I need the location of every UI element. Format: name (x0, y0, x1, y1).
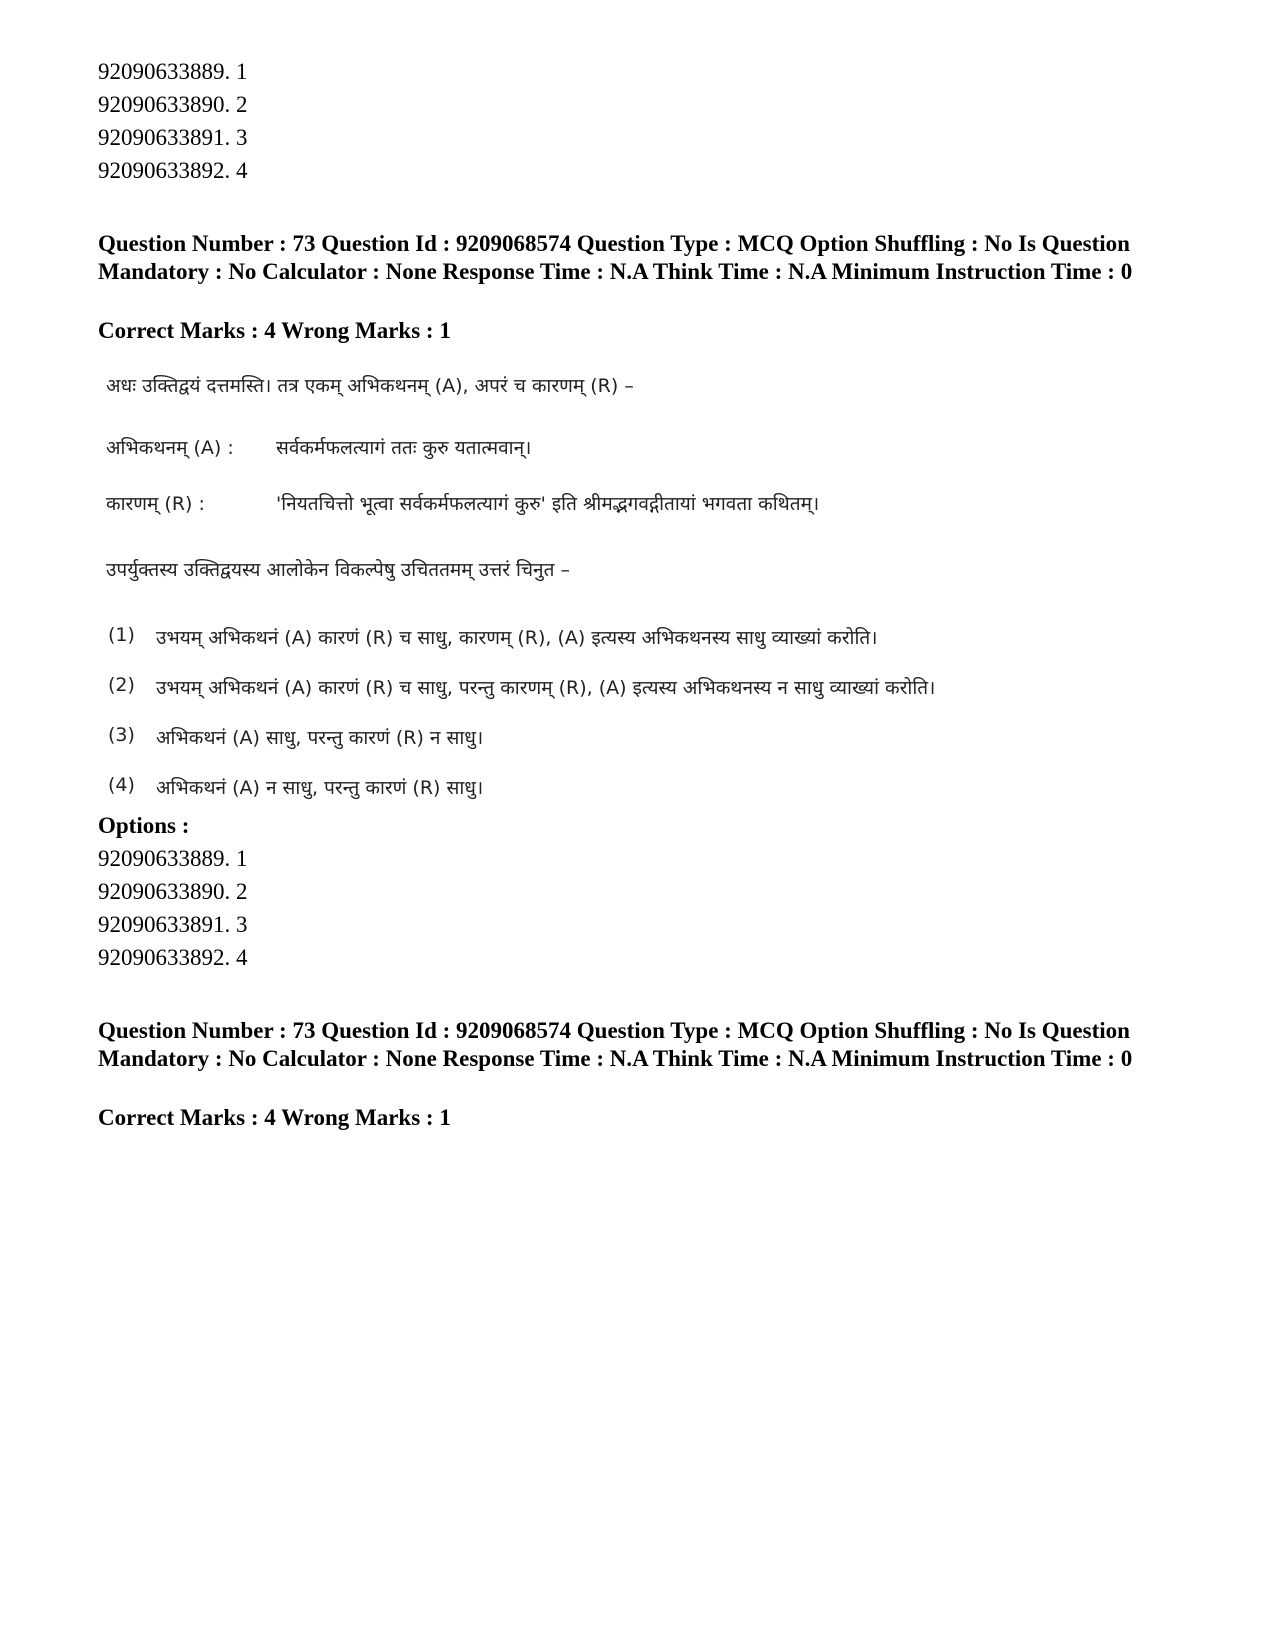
choice-1-number: (1) (108, 624, 135, 646)
reason-text: 'नियतचित्तो भूत्वा सर्वकर्मफलत्यागं कुरु' इति श्रीमद्भगवद्गीतायां भगवता कथितम्। (276, 493, 820, 515)
option-1: 92090633889. 1 (98, 846, 248, 871)
question-prompt: उपर्युक्तस्य उक्तिद्वयस्य आलोकेन विकल्पेषु उचिततमम् उत्तरं चिनुत – (106, 559, 570, 581)
choice-3-number: (3) (108, 724, 135, 746)
options-label: Options : (98, 813, 190, 838)
choice-3-text: अभिकथनं (A) साधु, परन्तु कारणं (R) न साधु। (156, 727, 484, 749)
reason-label: कारणम् (R) : (106, 493, 205, 515)
top-option-2: 92090633890. 2 (98, 92, 248, 117)
top-option-3: 92090633891. 3 (98, 125, 248, 150)
question-body (98, 372, 1198, 842)
question-header: Question Number : 73 Question Id : 9209068574 Question Type : MCQ Option Shuffling : No Is Question Mandatory : No Calculator : None Response Time : N.A Think Time : N.A Minimum Instruction Time : 0 (98, 231, 1133, 284)
top-option-1: 92090633889. 1 (98, 59, 248, 84)
assertion-text: सर्वकर्मफलत्यागं ततः कुरु यतात्मवान्। (276, 437, 532, 459)
choice-1-text: उभयम् अभिकथनं (A) कारणं (R) च साधु, कारणम् (R), (A) इत्यस्य अभिकथनस्य साधु व्याख्यां करोति। (156, 627, 878, 649)
option-3: 92090633891. 3 (98, 912, 248, 937)
option-2: 92090633890. 2 (98, 879, 248, 904)
next-question-header: Question Number : 73 Question Id : 9209068574 Question Type : MCQ Option Shuffling : No Is Question Mandatory : No Calculator : None Response Time : N.A Think Time : N.A Minimum Instruction Time : 0 (98, 1018, 1133, 1071)
question-marks: Correct Marks : 4 Wrong Marks : 1 (98, 318, 451, 343)
assertion-label: अभिकथनम् (A) : (106, 437, 234, 459)
choice-2-text: उभयम् अभिकथनं (A) कारणं (R) च साधु, परन्तु कारणम् (R), (A) इत्यस्य अभिकथनस्य न साधु व्याख्यां करोति। (156, 677, 936, 699)
choice-4-number: (4) (108, 774, 135, 796)
choice-2-number: (2) (108, 674, 135, 696)
next-question-marks: Correct Marks : 4 Wrong Marks : 1 (98, 1105, 451, 1130)
option-4: 92090633892. 4 (98, 945, 248, 970)
question-intro: अधः उक्तिद्वयं दत्तमस्ति। तत्र एकम् अभिकथनम् (A), अपरं च कारणम् (R) – (106, 375, 634, 397)
top-option-4: 92090633892. 4 (98, 158, 248, 183)
choice-4-text: अभिकथनं (A) न साधु, परन्तु कारणं (R) साधु। (156, 777, 484, 799)
